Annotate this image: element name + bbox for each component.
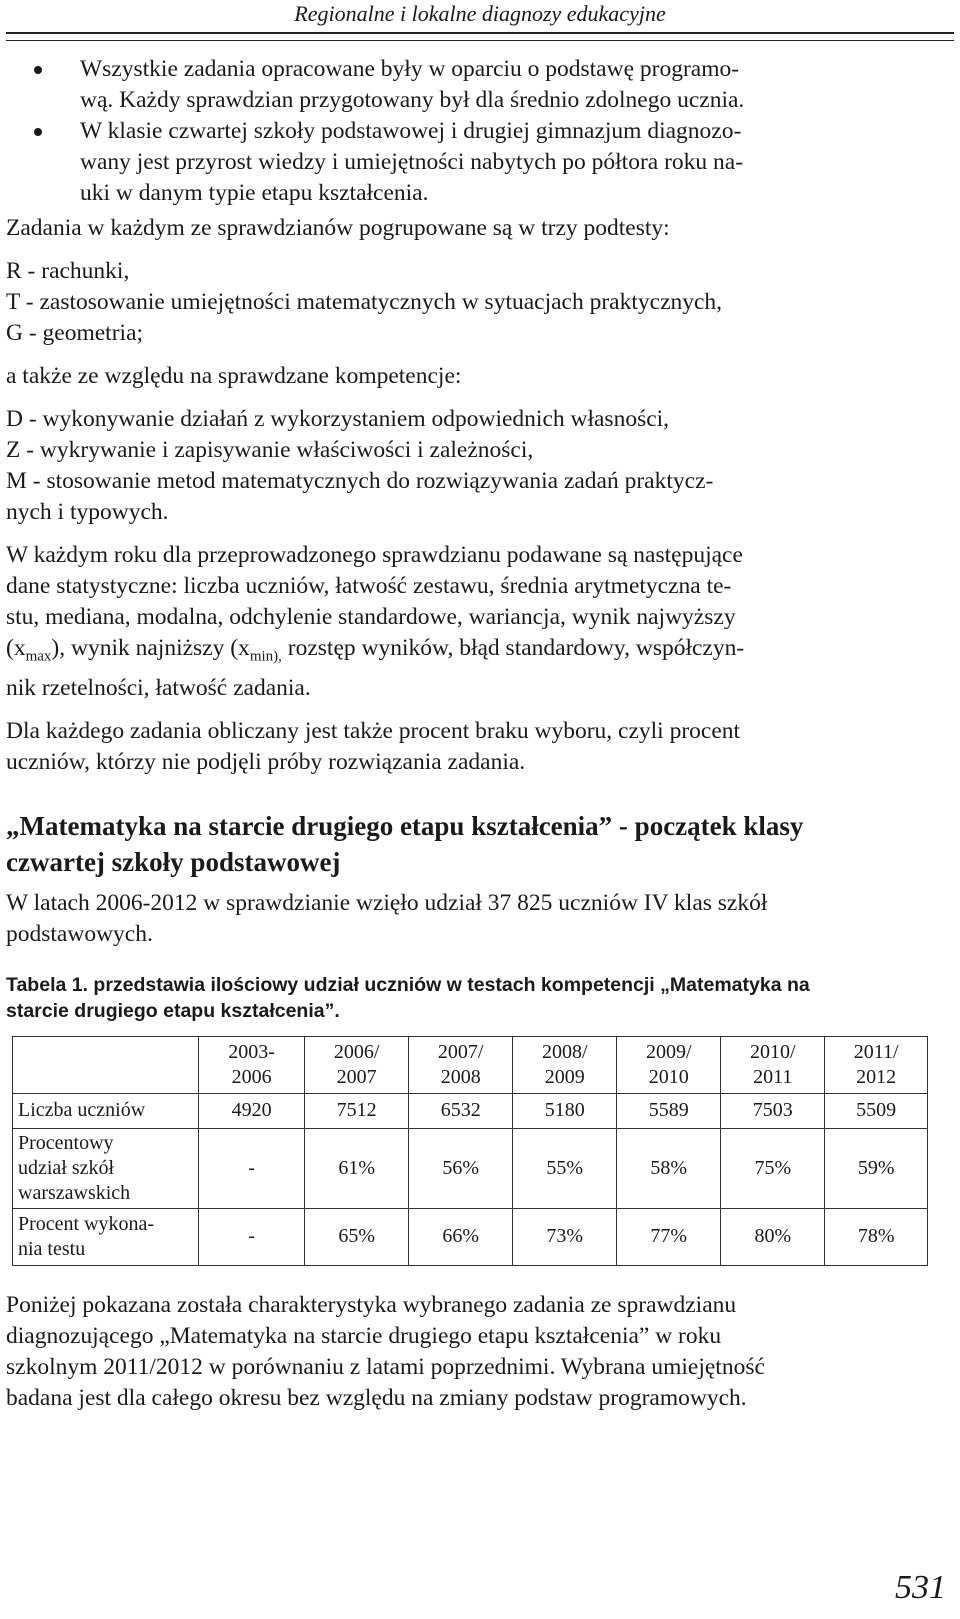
header-rule — [6, 32, 954, 41]
year-header-cell — [513, 1036, 617, 1093]
table-cell: 61% — [305, 1128, 409, 1208]
competences-list — [6, 404, 954, 528]
bullet-dot-icon — [34, 128, 42, 136]
subscript-min: min), — [249, 648, 282, 665]
label-line: Liczba uczniów — [18, 1099, 146, 1122]
table-cell: 73% — [513, 1208, 617, 1265]
table-header-row — [13, 1036, 928, 1093]
text-line-with-subscripts — [6, 633, 954, 673]
year-line: 2012 — [856, 1065, 897, 1088]
year-line: 2011/ — [853, 1040, 899, 1063]
year-line: 2007/ — [437, 1040, 484, 1063]
label-line: warszawskich — [18, 1181, 131, 1204]
section-title — [6, 808, 954, 880]
text-line: stu, mediana, modalna, odchylenie standardowe, wariancja, wynik najwyższy — [6, 604, 736, 630]
table-cell: 59% — [825, 1128, 928, 1208]
year-line: 2003- — [228, 1040, 275, 1063]
year-line: 2010 — [648, 1065, 689, 1088]
table-cell: 7512 — [305, 1093, 409, 1128]
year-line: 2010/ — [750, 1040, 796, 1063]
table-cell: 7503 — [721, 1093, 825, 1128]
page-number: 531 — [895, 1569, 946, 1606]
subtest-t: T - zastosowanie umiejętności matematycznych w sytuacjach praktycznych, — [6, 289, 723, 315]
year-line: 2009/ — [645, 1040, 692, 1063]
competence-m-cont: nych i typowych. — [6, 499, 169, 525]
table-cell: 5180 — [513, 1093, 617, 1128]
table-cell: 5589 — [617, 1093, 721, 1128]
year-line: 2008/ — [541, 1040, 588, 1063]
text-run: rozstęp wyników, błąd standardowy, współczyn- — [281, 635, 745, 661]
year-header-cell — [409, 1036, 513, 1093]
table-cell: 5509 — [825, 1093, 928, 1128]
table-cell: 58% — [617, 1128, 721, 1208]
text-line: nik rzetelności, łatwość zadania. — [6, 674, 311, 701]
year-header-cell — [305, 1036, 409, 1093]
bullet-dot-icon — [34, 66, 42, 74]
text-line: W latach 2006-2012 w sprawdzianie wzięło udział 37 825 uczniów IV klas szkół — [6, 889, 768, 916]
table-cell: - — [199, 1128, 305, 1208]
table-row — [13, 1208, 928, 1265]
text-line: szkolnym 2011/2012 w porównaniu z latami poprzednimi. Wybrana umiejętność — [6, 1353, 765, 1380]
table-cell: 6532 — [409, 1093, 513, 1128]
table-corner-cell — [13, 1036, 199, 1093]
year-header-cell — [617, 1036, 721, 1093]
text-line: W klasie czwartej szkoły podstawowej i drugiej gimnazjum diagnozo- — [80, 118, 742, 144]
table-cell: 75% — [721, 1128, 825, 1208]
year-line: 2007 — [336, 1065, 377, 1088]
text-line: uczniów, którzy nie podjęli próby rozwiązania zadania. — [6, 748, 526, 775]
bullet-item — [6, 116, 954, 209]
caption-line: starcie drugiego etapu kształcenia”. — [6, 999, 340, 1022]
table-caption — [6, 972, 954, 1024]
text-line: dane statystyczne: liczba uczniów, łatwość zestawu, średnia arytmetyczna te- — [6, 573, 732, 599]
table-cell: 56% — [409, 1128, 513, 1208]
table-cell: 66% — [409, 1208, 513, 1265]
text-run: ), wynik najniższy (x — [51, 635, 250, 661]
text-line: diagnozującego „Matematyka na starcie drugiego etapu kształcenia” w roku — [6, 1322, 722, 1349]
table-cell: 65% — [305, 1208, 409, 1265]
label-line: Procent wykona- — [18, 1212, 155, 1235]
text-line: badana jest dla całego okresu bez względu na zmiany podstaw programowych. — [6, 1384, 747, 1411]
participation-table — [12, 1036, 928, 1266]
text-line: Wszystkie zadania opracowane były w oparciu o podstawę programo- — [80, 56, 740, 82]
year-header-cell — [199, 1036, 305, 1093]
year-line: 2006/ — [333, 1040, 380, 1063]
table-row — [13, 1093, 928, 1128]
text-line: W każdym roku dla przeprowadzonego sprawdzianu podawane są następujące — [6, 542, 743, 568]
table-row — [13, 1128, 928, 1208]
table-cell: - — [199, 1208, 305, 1265]
competence-m: M - stosowanie metod matematycznych do rozwiązywania zadań praktycz- — [6, 468, 714, 494]
title-line: czwartej szkoły podstawowej — [6, 846, 341, 877]
text-run: (x — [6, 635, 26, 661]
label-line: Procentowy — [18, 1131, 114, 1154]
table-cell: 55% — [513, 1128, 617, 1208]
table-cell: 78% — [825, 1208, 928, 1265]
bullet-list — [6, 54, 954, 209]
row-label-cell — [13, 1128, 199, 1208]
title-line: „Matematyka na starcie drugiego etapu kształcenia” - początek klasy — [6, 810, 804, 841]
year-line: 2009 — [544, 1065, 585, 1088]
label-line: nia testu — [18, 1237, 86, 1260]
text-line: Dla każdego zadania obliczany jest także procent braku wyboru, czyli procent — [6, 717, 741, 744]
table-cell: 80% — [721, 1208, 825, 1265]
year-header-cell — [721, 1036, 825, 1093]
bullet-item — [6, 54, 954, 116]
text-line: wany jest przyrost wiedzy i umiejętności nabytych po półtora roku na- — [80, 149, 744, 175]
page-body — [6, 54, 954, 1414]
year-line: 2008 — [440, 1065, 481, 1088]
missing-paragraph — [6, 716, 954, 778]
subscript-max: max — [25, 648, 52, 665]
participation-paragraph — [6, 888, 954, 950]
competence-z: Z - wykrywanie i zapisywanie właściwości i zależności, — [6, 437, 534, 463]
stats-paragraph — [6, 540, 954, 704]
subtest-g: G - geometria; — [6, 320, 144, 346]
subtests-list — [6, 256, 954, 349]
subtests-intro: Zadania w każdym ze sprawdzianów pogrupowane są w trzy podtesty: — [6, 215, 670, 241]
year-line: 2006 — [231, 1065, 272, 1088]
table-cell: 77% — [617, 1208, 721, 1265]
row-label-cell — [13, 1208, 199, 1265]
year-header-cell — [825, 1036, 928, 1093]
text-line: wą. Każdy sprawdzian przygotowany był dla średnio zdolnego ucznia. — [80, 87, 745, 113]
running-head: Regionalne i lokalne diagnozy edukacyjne — [294, 1, 666, 26]
closing-paragraph — [6, 1290, 954, 1414]
text-line: podstawowych. — [6, 920, 153, 947]
competence-d: D - wykonywanie działań z wykorzystaniem odpowiednich własności, — [6, 406, 670, 432]
caption-line: Tabela 1. przedstawia ilościowy udział uczniów w testach kompetencji „Matematyka na — [6, 973, 810, 996]
row-label-cell — [13, 1093, 199, 1128]
table-cell: 4920 — [199, 1093, 305, 1128]
label-line: udział szkół — [18, 1156, 115, 1179]
text-line: uki w danym typie etapu kształcenia. — [80, 180, 429, 206]
text-line: Poniżej pokazana została charakterystyka wybranego zadania ze sprawdzianu — [6, 1291, 737, 1318]
competences-intro: a także ze względu na sprawdzane kompetencje: — [6, 363, 462, 389]
year-line: 2011 — [753, 1065, 793, 1088]
subtest-r: R - rachunki, — [6, 258, 130, 284]
